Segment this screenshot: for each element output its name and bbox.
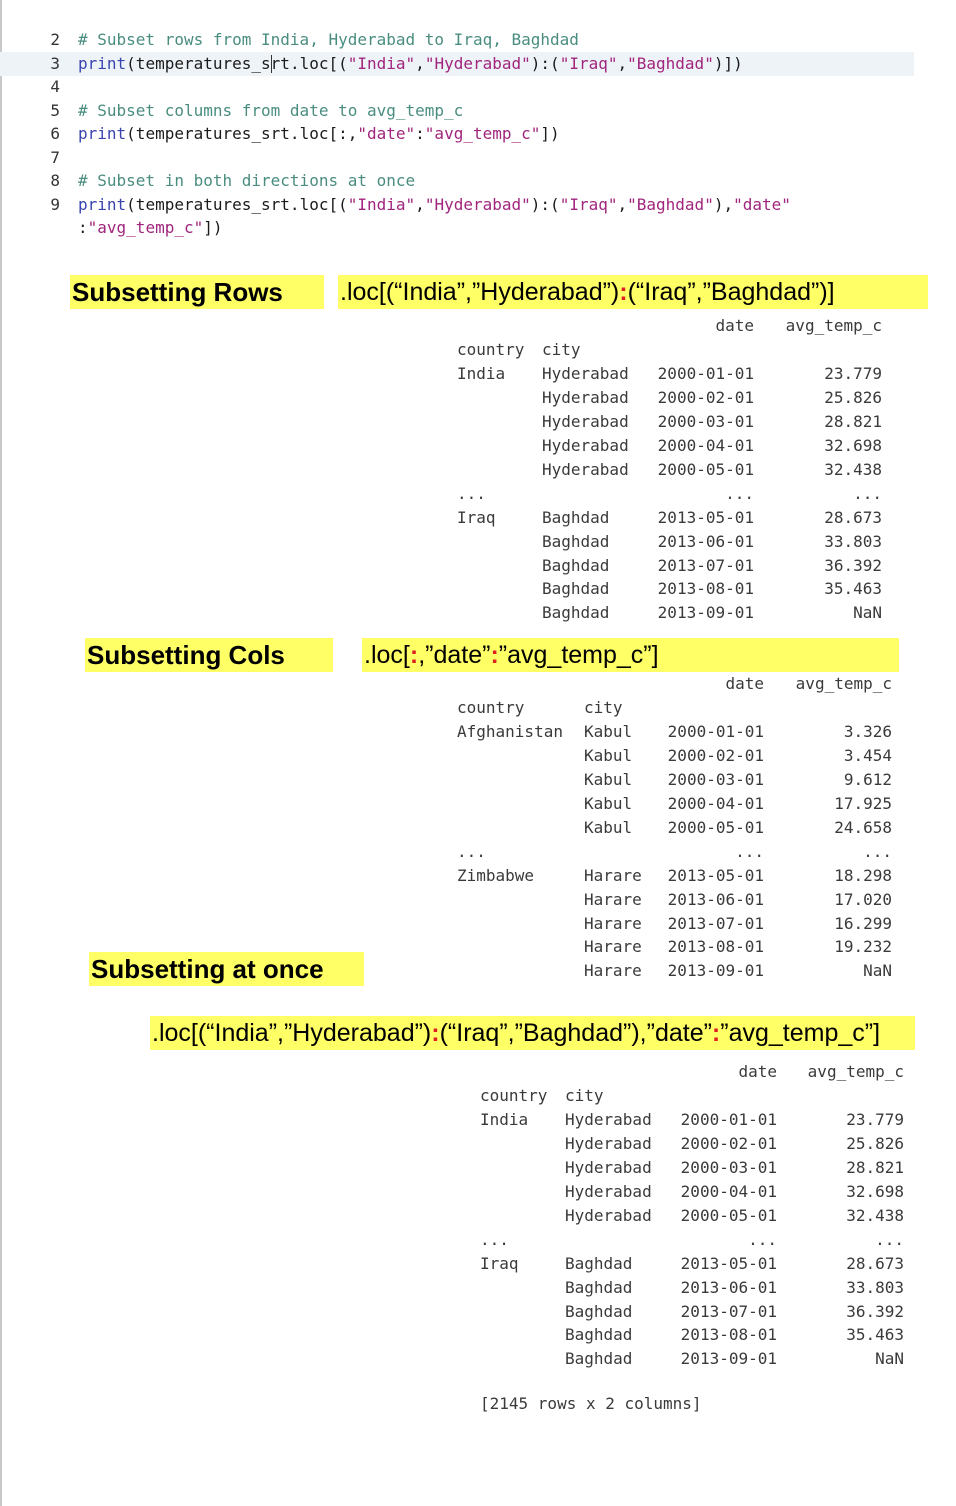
- row-count-footer: [2145 rows x 2 columns]: [480, 1394, 702, 1413]
- avg-temp-cell: 28.821: [846, 1157, 904, 1177]
- code-token: (temperatures_s: [126, 53, 271, 73]
- date-cell: 2000-03-01: [657, 411, 754, 431]
- avg-temp-cell: 32.438: [824, 459, 882, 479]
- column-header-date: date: [738, 1062, 777, 1081]
- code-token: "avg_temp_c": [87, 218, 204, 237]
- expression-part: ,”date”: [418, 641, 491, 669]
- code-token: ,: [415, 194, 425, 214]
- code-line[interactable]: [0, 75, 914, 99]
- code-token: ]): [203, 218, 223, 237]
- city-cell: Hyderabad: [542, 387, 629, 407]
- city-cell: Baghdad: [542, 579, 610, 599]
- country-cell: ...: [480, 1229, 509, 1249]
- date-cell: 2000-04-01: [680, 1181, 777, 1201]
- code-token: # Subset columns from date to avg_temp_c: [78, 100, 464, 120]
- code-text: [78, 28, 579, 52]
- city-cell: Harare: [584, 961, 642, 981]
- country-cell: Iraq: [457, 507, 496, 527]
- code-token: "India": [347, 194, 416, 214]
- date-cell: 2000-02-01: [667, 745, 764, 765]
- avg-temp-cell: NaN: [875, 1349, 904, 1369]
- avg-temp-cell: 17.925: [834, 793, 892, 813]
- city-cell: Hyderabad: [565, 1133, 652, 1153]
- avg-temp-cell: ...: [875, 1229, 904, 1249]
- date-cell: 2000-03-01: [667, 769, 764, 789]
- city-cell: Harare: [584, 865, 642, 885]
- date-cell: 2013-07-01: [657, 555, 754, 575]
- city-cell: Baghdad: [565, 1253, 633, 1273]
- date-cell: 2000-02-01: [657, 387, 754, 407]
- code-token: "Baghdad": [627, 53, 714, 73]
- avg-temp-cell: 32.698: [846, 1181, 904, 1201]
- code-token: "date": [357, 124, 416, 143]
- code-token: ,: [415, 53, 425, 73]
- index-name-country: country: [457, 339, 525, 359]
- index-name-city: city: [542, 339, 581, 359]
- date-cell: ...: [735, 841, 764, 861]
- code-line[interactable]: [0, 122, 914, 146]
- date-cell: 2000-04-01: [667, 793, 764, 813]
- subsetting-once-label: Subsetting at once: [89, 952, 364, 986]
- code-token: "India": [347, 53, 416, 73]
- avg-temp-cell: 25.826: [824, 387, 882, 407]
- date-cell: 2013-08-01: [657, 579, 754, 599]
- date-cell: 2013-06-01: [667, 889, 764, 909]
- date-cell: 2013-07-01: [680, 1301, 777, 1321]
- city-cell: Harare: [584, 913, 642, 933]
- index-name-city: city: [565, 1085, 604, 1105]
- code-token: ,: [617, 53, 628, 73]
- column-header-avg-temp: avg_temp_c: [785, 316, 882, 335]
- code-text: [78, 99, 463, 123]
- code-token: "Hyderabad": [424, 53, 531, 73]
- code-text: [78, 52, 743, 76]
- city-cell: Baghdad: [565, 1349, 633, 1369]
- code-token: print: [78, 194, 127, 214]
- city-cell: Hyderabad: [542, 411, 629, 431]
- city-cell: Kabul: [584, 793, 633, 813]
- avg-temp-cell: 3.326: [843, 721, 892, 741]
- column-header-avg-temp: avg_temp_c: [807, 1062, 904, 1081]
- date-cell: 2000-03-01: [680, 1157, 777, 1177]
- code-line[interactable]: [0, 28, 914, 52]
- city-cell: Hyderabad: [565, 1205, 652, 1225]
- avg-temp-cell: 9.612: [843, 769, 892, 789]
- country-cell: Afghanistan: [457, 721, 563, 741]
- expression-part: ”avg_temp_c”]: [498, 641, 659, 669]
- code-token: # Subset rows from India, Hyderabad to Iraq, Baghdad: [78, 30, 579, 49]
- city-cell: Baghdad: [542, 555, 610, 575]
- index-name-city: city: [584, 697, 623, 717]
- date-cell: 2013-05-01: [680, 1253, 777, 1273]
- avg-temp-cell: 23.779: [824, 363, 882, 383]
- date-cell: 2013-09-01: [667, 961, 764, 981]
- code-token: (temperatures_srt.loc[(: [126, 194, 348, 214]
- date-cell: 2013-09-01: [657, 603, 754, 623]
- code-line[interactable]: [0, 169, 914, 193]
- code-text: [78, 193, 791, 217]
- code-token: "Hyderabad": [424, 194, 531, 214]
- subsetting-cols-expression: [362, 638, 899, 672]
- avg-temp-cell: 16.299: [834, 913, 892, 933]
- line-number: 2: [50, 30, 60, 49]
- city-cell: Kabul: [584, 769, 633, 789]
- country-cell: Zimbabwe: [457, 865, 535, 885]
- avg-temp-cell: 23.779: [846, 1109, 904, 1129]
- avg-temp-cell: 17.020: [834, 889, 892, 909]
- code-line[interactable]: [0, 216, 914, 240]
- expression-part: .loc[: [364, 641, 410, 669]
- slice-colon: :: [711, 1019, 721, 1047]
- city-cell: Kabul: [584, 745, 633, 765]
- city-cell: Kabul: [584, 721, 633, 741]
- code-token: "Baghdad": [627, 194, 714, 214]
- city-cell: Baghdad: [565, 1277, 633, 1297]
- slice-colon: :: [490, 641, 499, 669]
- avg-temp-cell: 33.803: [824, 531, 882, 551]
- date-cell: 2000-05-01: [680, 1205, 777, 1225]
- avg-temp-cell: 35.463: [846, 1325, 904, 1345]
- date-cell: 2013-05-01: [667, 865, 764, 885]
- expression-part: ”avg_temp_c”]: [720, 1019, 881, 1047]
- expression-part: .loc[(“India”,”Hyderabad”): [152, 1019, 432, 1047]
- city-cell: Harare: [584, 937, 642, 957]
- slice-colon: :: [409, 641, 419, 669]
- avg-temp-cell: 36.392: [846, 1301, 904, 1321]
- avg-temp-cell: 3.454: [843, 745, 892, 765]
- avg-temp-cell: 32.698: [824, 435, 882, 455]
- avg-temp-cell: NaN: [853, 603, 882, 623]
- code-token: "avg_temp_c": [424, 124, 541, 143]
- city-cell: Hyderabad: [565, 1181, 652, 1201]
- date-cell: 2000-04-01: [657, 435, 754, 455]
- avg-temp-cell: ...: [853, 483, 882, 503]
- avg-temp-cell: 28.673: [824, 507, 882, 527]
- subsetting-rows-label: Subsetting Rows: [70, 275, 324, 309]
- code-token: )]): [713, 53, 743, 73]
- date-cell: 2013-08-01: [667, 937, 764, 957]
- column-header-avg-temp: avg_temp_c: [795, 674, 892, 693]
- slice-colon: :: [619, 278, 628, 306]
- line-number: 6: [50, 124, 60, 143]
- code-token: (temperatures_srt.loc[:,: [126, 124, 358, 143]
- index-name-country: country: [457, 697, 525, 717]
- line-number: 7: [50, 147, 60, 167]
- code-token: "Iraq": [559, 194, 618, 214]
- expression-part: .loc[(“India”,”Hyderabad”): [340, 278, 620, 306]
- line-number: 5: [50, 100, 60, 120]
- city-cell: Baghdad: [565, 1301, 633, 1321]
- city-cell: Baghdad: [542, 507, 610, 527]
- code-line[interactable]: [0, 52, 914, 76]
- code-text: [78, 122, 560, 146]
- date-cell: ...: [725, 483, 754, 503]
- date-cell: 2000-01-01: [680, 1109, 777, 1129]
- avg-temp-cell: 28.673: [846, 1253, 904, 1273]
- code-line[interactable]: [0, 146, 914, 170]
- date-cell: 2013-06-01: [680, 1277, 777, 1297]
- subsetting-rows-expression: [338, 275, 928, 309]
- line-number: 9: [50, 194, 60, 214]
- code-token: ]): [540, 124, 560, 143]
- city-cell: Baghdad: [542, 603, 610, 623]
- column-header-date: date: [725, 674, 764, 693]
- code-token: # Subset in both directions at once: [78, 171, 416, 190]
- date-cell: 2000-01-01: [657, 363, 754, 383]
- line-number: 3: [50, 53, 60, 73]
- column-header-date: date: [715, 316, 754, 335]
- subsetting-once-expression: [150, 1016, 915, 1050]
- subsetting-cols-label: Subsetting Cols: [85, 638, 333, 672]
- code-text: [78, 216, 223, 240]
- city-cell: Hyderabad: [542, 459, 629, 479]
- slice-colon: :: [431, 1019, 440, 1047]
- date-cell: 2013-06-01: [657, 531, 754, 551]
- expression-part: (“Iraq”,”Baghdad”),”date”: [439, 1019, 712, 1047]
- avg-temp-cell: 25.826: [846, 1133, 904, 1153]
- code-token: ):(: [530, 194, 560, 214]
- country-cell: ...: [457, 483, 486, 503]
- date-cell: 2000-01-01: [667, 721, 764, 741]
- line-number: 4: [50, 77, 60, 96]
- country-cell: India: [457, 363, 506, 383]
- code-token: :: [78, 218, 88, 237]
- date-cell: 2000-05-01: [667, 817, 764, 837]
- country-cell: Iraq: [480, 1253, 519, 1273]
- country-cell: India: [480, 1109, 529, 1129]
- avg-temp-cell: 36.392: [824, 555, 882, 575]
- country-cell: ...: [457, 841, 486, 861]
- index-name-country: country: [480, 1085, 548, 1105]
- code-token: print: [78, 124, 127, 143]
- code-token: "date": [733, 194, 791, 214]
- avg-temp-cell: 33.803: [846, 1277, 904, 1297]
- code-token: rt.loc[(: [270, 53, 348, 73]
- code-token: :: [415, 124, 425, 143]
- avg-temp-cell: 19.232: [834, 937, 892, 957]
- date-cell: 2013-07-01: [667, 913, 764, 933]
- date-cell: 2000-05-01: [657, 459, 754, 479]
- code-token: print: [78, 53, 127, 73]
- city-cell: Harare: [584, 889, 642, 909]
- avg-temp-cell: NaN: [863, 961, 892, 981]
- avg-temp-cell: 18.298: [834, 865, 892, 885]
- city-cell: Baghdad: [565, 1325, 633, 1345]
- city-cell: Baghdad: [542, 531, 610, 551]
- date-cell: 2000-02-01: [680, 1133, 777, 1153]
- date-cell: 2013-05-01: [657, 507, 754, 527]
- city-cell: Hyderabad: [565, 1157, 652, 1177]
- expression-part: (“Iraq”,”Baghdad”)]: [627, 278, 835, 306]
- avg-temp-cell: 32.438: [846, 1205, 904, 1225]
- avg-temp-cell: 28.821: [824, 411, 882, 431]
- city-cell: Kabul: [584, 817, 633, 837]
- avg-temp-cell: 35.463: [824, 579, 882, 599]
- code-line[interactable]: [0, 99, 914, 123]
- code-token: "Iraq": [559, 53, 618, 73]
- code-token: ,: [617, 194, 628, 214]
- avg-temp-cell: ...: [863, 841, 892, 861]
- date-cell: 2013-08-01: [680, 1325, 777, 1345]
- code-line[interactable]: [0, 193, 914, 217]
- code-token: ):(: [530, 53, 560, 73]
- date-cell: ...: [748, 1229, 777, 1249]
- code-token: ),: [713, 194, 734, 214]
- city-cell: Hyderabad: [565, 1109, 652, 1129]
- line-number: 8: [50, 171, 60, 190]
- city-cell: Hyderabad: [542, 363, 629, 383]
- city-cell: Hyderabad: [542, 435, 629, 455]
- date-cell: 2013-09-01: [680, 1349, 777, 1369]
- code-text: [78, 169, 415, 193]
- avg-temp-cell: 24.658: [834, 817, 892, 837]
